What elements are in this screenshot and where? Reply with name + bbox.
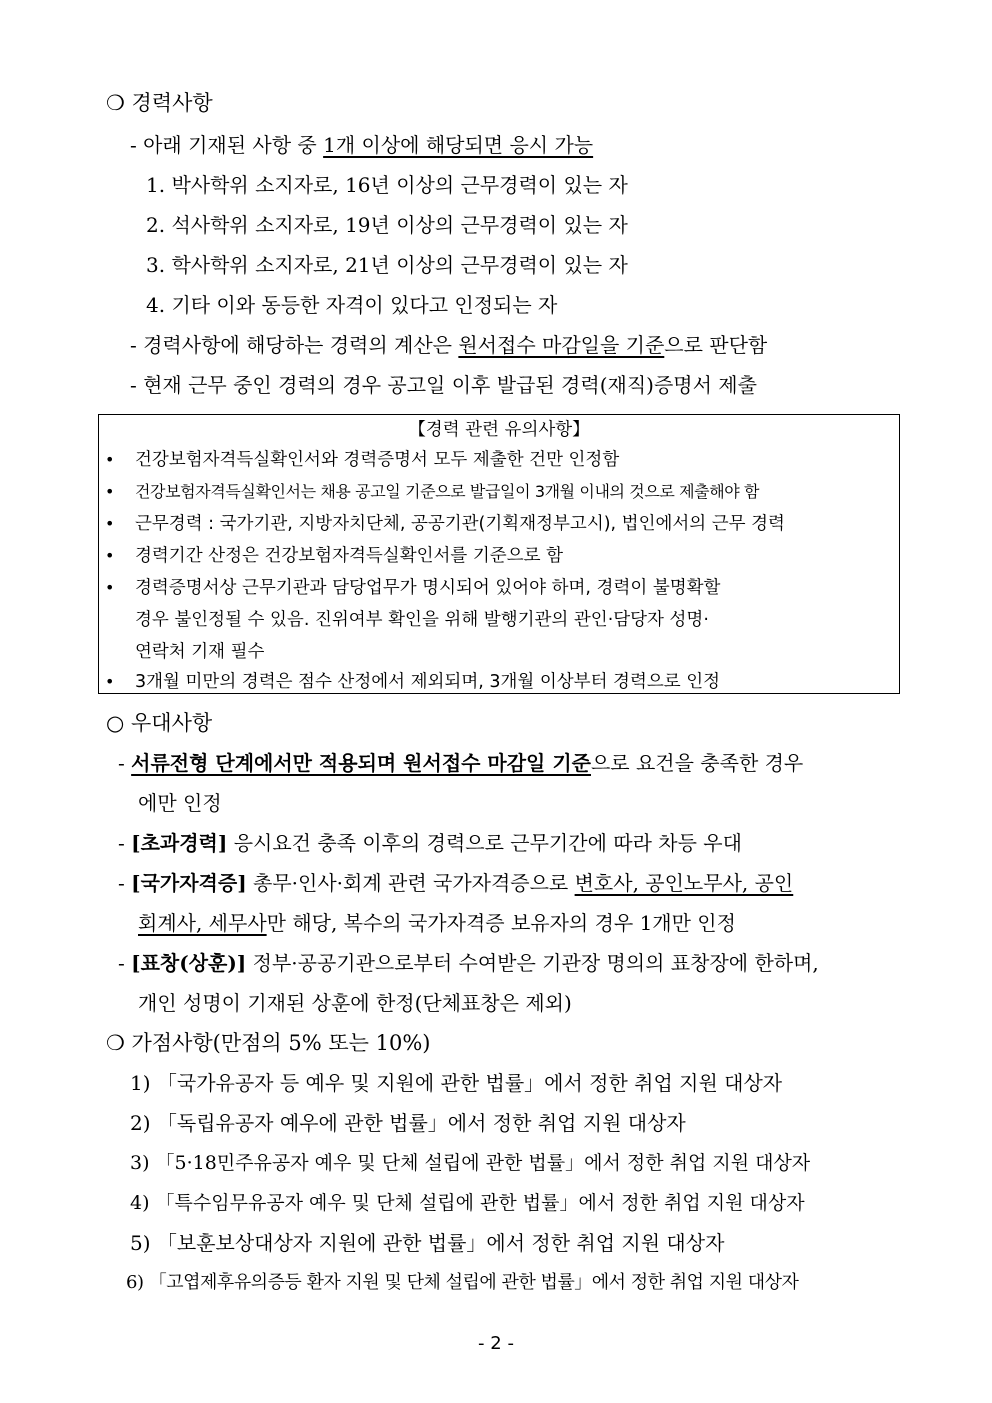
career-heading: ❍ 경력사항 <box>106 91 213 115</box>
preference-item-4-cont: 개인 성명이 기재된 상훈에 한정(단체표창은 제외) <box>138 991 572 1015</box>
preference-item-2-text: 응시요건 충족 이후의 경력으로 근무기간에 따라 차등 우대 <box>227 831 742 855</box>
preference-item-3-label: [국가자격증] <box>131 871 247 895</box>
preference-item-2 <box>118 830 742 856</box>
notice-bullet: • <box>105 514 115 533</box>
preference-item-4-label: [표창(상훈)] <box>131 951 247 975</box>
dash: - <box>118 951 132 975</box>
preference-item-1-suffix: 으로 요건을 충족한 경우 <box>590 751 804 775</box>
dash: - <box>118 831 132 855</box>
career-intro <box>130 132 593 158</box>
preference-item-3-text: 총무·인사·회계 관련 국가자격증으로 <box>246 871 575 895</box>
career-item-2: 2. 석사학위 소지자로, 19년 이상의 근무경력이 있는 자 <box>146 213 628 237</box>
preference-heading: ○ 우대사항 <box>106 711 213 735</box>
preference-item-1-underlined: 서류전형 단계에서만 적용되며 원서접수 마감일 기준 <box>131 751 591 775</box>
notice-bullet: • <box>105 450 115 469</box>
preference-item-1 <box>118 750 803 776</box>
notice-item-1: 건강보험자격득실확인서와 경력증명서 모두 제출한 건만 인정함 <box>135 450 620 470</box>
preference-item-3-cont <box>138 910 736 936</box>
career-item-4: 4. 기타 이와 동등한 자격이 있다고 인정되는 자 <box>146 293 558 317</box>
preference-item-3-cont-underlined: 회계사, 세무사 <box>138 911 267 935</box>
notice-bullet: • <box>105 482 115 501</box>
notice-item-6: 3개월 미만의 경력은 점수 산정에서 제외되며, 3개월 이상부터 경력으로 인정 <box>135 672 721 692</box>
career-intro-prefix: - 아래 기재된 사항 중 <box>130 133 324 157</box>
notice-bullet: • <box>105 546 115 565</box>
bonus-item-2: 2) 「독립유공자 예우에 관한 법률」에서 정한 취업 지원 대상자 <box>130 1111 686 1135</box>
notice-item-3: 근무경력 : 국가기관, 지방자치단체, 공공기관(기획재정부고시), 법인에서의 근무 경력 <box>135 514 785 534</box>
career-note-1 <box>130 332 767 358</box>
bonus-item-6: 6) 「고엽제후유의증등 환자 지원 및 단체 설립에 관한 법률」에서 정한 취업 지원 대상자 <box>126 1272 799 1293</box>
bonus-item-5: 5) 「보훈보상대상자 지원에 관한 법률」에서 정한 취업 지원 대상자 <box>130 1231 725 1255</box>
notice-item-5-cont-2: 연락처 기재 필수 <box>135 642 265 662</box>
preference-item-3-cont-text: 만 해당, 복수의 국가자격증 보유자의 경우 1개만 인정 <box>266 911 736 935</box>
notice-box-title: 【경력 관련 유의사항】 <box>408 420 590 440</box>
page-number: - 2 - <box>478 1333 514 1354</box>
notice-item-4: 경력기간 산정은 건강보험자격득실확인서를 기준으로 함 <box>135 546 563 566</box>
bonus-item-1: 1) 「국가유공자 등 예우 및 지원에 관한 법률」에서 정한 취업 지원 대상자 <box>130 1071 783 1095</box>
bonus-item-3: 3) 「5·18민주유공자 예우 및 단체 설립에 관한 법률」에서 정한 취업 지원 대상자 <box>130 1152 811 1174</box>
preference-item-4-text: 정부·공공기관으로부터 수여받은 기관장 명의의 표창장에 한하며, <box>246 951 819 975</box>
notice-item-5-cont: 경우 불인정될 수 있음. 진위여부 확인을 위해 발행기관의 관인·담당자 성명· <box>135 610 709 630</box>
career-note-2: - 현재 근무 중인 경력의 경우 공고일 이후 발급된 경력(재직)증명서 제출 <box>130 373 757 397</box>
preference-item-1-cont: 에만 인정 <box>138 791 222 815</box>
notice-bullet: • <box>105 672 115 691</box>
dash: - <box>118 871 132 895</box>
notice-item-2: 건강보험자격득실확인서는 채용 공고일 기준으로 발급일이 3개월 이내의 것으로 제출해야 함 <box>135 482 760 501</box>
preference-item-4 <box>118 950 819 976</box>
bonus-item-4: 4) 「특수임무유공자 예우 및 단체 설립에 관한 법률」에서 정한 취업 지원 대상자 <box>130 1192 805 1214</box>
preference-item-2-label: [초과경력] <box>131 831 228 855</box>
bonus-heading: ❍ 가점사항(만점의 5% 또는 10%) <box>106 1031 431 1055</box>
dash: - <box>118 751 125 775</box>
preference-item-3 <box>118 870 793 896</box>
career-notice-box <box>98 414 900 694</box>
career-intro-underlined: 1개 이상에 해당되면 응시 가능 <box>323 133 594 157</box>
career-note-1-prefix: - 경력사항에 해당하는 경력의 계산은 <box>130 333 459 357</box>
notice-bullet: • <box>105 578 115 597</box>
career-note-1-underlined: 원서접수 마감일을 기준 <box>458 333 665 357</box>
career-item-1: 1. 박사학위 소지자로, 16년 이상의 근무경력이 있는 자 <box>146 173 628 197</box>
notice-item-5: 경력증명서상 근무기관과 담당업무가 명시되어 있어야 하며, 경력이 불명확할 <box>135 578 721 598</box>
career-note-1-suffix: 으로 판단함 <box>664 333 768 357</box>
preference-item-3-underlined: 변호사, 공인노무사, 공인 <box>574 871 794 895</box>
career-item-3: 3. 학사학위 소지자로, 21년 이상의 근무경력이 있는 자 <box>146 253 628 277</box>
